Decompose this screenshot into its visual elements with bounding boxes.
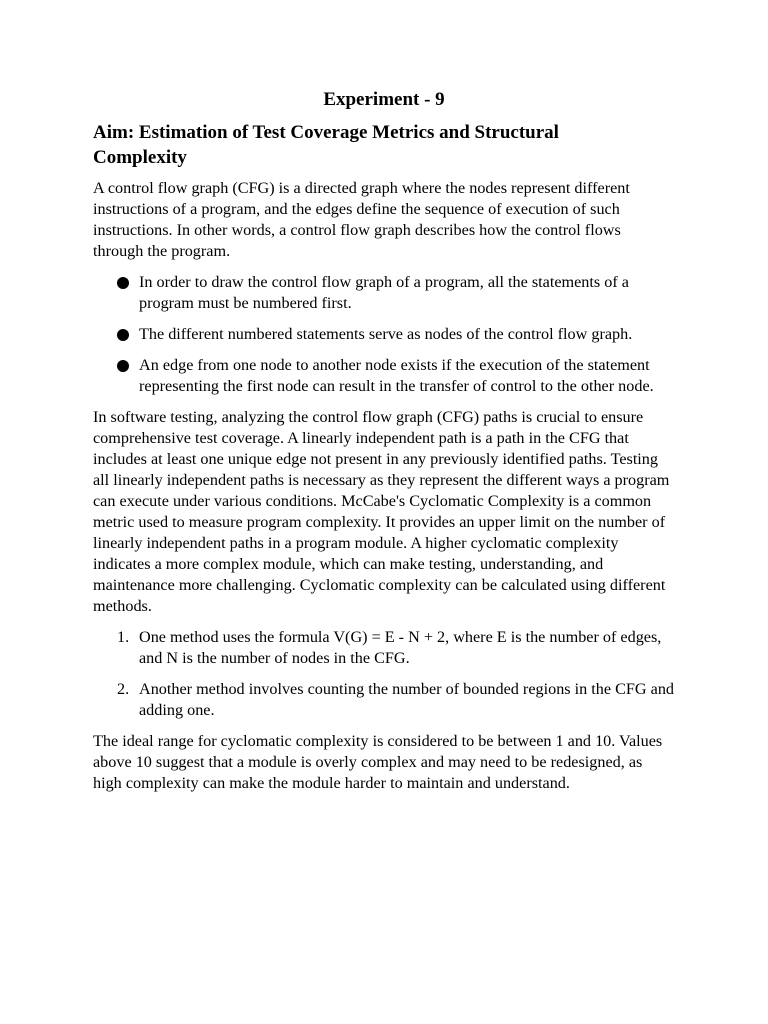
ideal-range-paragraph: The ideal range for cyclomatic complexity is considered to be between 1 and 10. Values above 10 suggest that a module is overly complex and may need to be redesigned, as high complexity can make the module harder to maintain and understand. <box>93 732 663 792</box>
list-item <box>93 324 675 345</box>
list-item <box>93 355 675 397</box>
method-text: Another method involves counting the number of bounded regions in the CFG and adding one. <box>139 680 675 719</box>
methods-numbered-list <box>93 627 675 721</box>
bullet-icon <box>117 329 129 341</box>
list-number: 2. <box>117 680 130 698</box>
bullet-icon <box>117 277 129 289</box>
method-text: One method uses the formula V(G) = E - N + 2, where E is the number of edges, and N is the number of nodes in the CFG. <box>139 628 662 667</box>
list-item <box>93 679 675 721</box>
cfg-bullet-list <box>93 272 675 397</box>
list-number: 1. <box>117 628 130 646</box>
list-item <box>93 627 675 669</box>
bullet-icon <box>117 360 129 372</box>
intro-paragraph: A control flow graph (CFG) is a directed graph where the nodes represent different instructions of a program, and the edges define the sequence of execution of such instructions. In other words, a control flow graph describes how the control flows through the program. <box>93 179 630 260</box>
aim-heading: Aim: Estimation of Test Coverage Metrics and Structural Complexity <box>93 122 559 168</box>
bullet-text: The different numbered statements serve as nodes of the control flow graph. <box>139 325 633 343</box>
document-title: Experiment - 9 <box>323 89 445 110</box>
cfg-paths-paragraph: In software testing, analyzing the control flow graph (CFG) paths is crucial to ensure comprehensive test coverage. A linearly independent path is a path in the CFG that includes at least one unique edge not present in any previously identified paths. Testing all linearly independent paths is necessary as they represent the different ways a program can execute under various conditions. McCabe's Cyclomatic Complexity is a common metric used to measure program complexity. It provides an upper limit on the number of linearly independent paths in a program module. A higher cyclomatic complexity indicates a more complex module, which can make testing, understanding, and maintenance more challenging. Cyclomatic complexity can be calculated using different methods. <box>93 408 670 615</box>
list-item <box>93 272 675 314</box>
bullet-text: An edge from one node to another node exists if the execution of the statement representing the first node can result in the transfer of control to the other node. <box>139 356 654 395</box>
bullet-text: In order to draw the control flow graph of a program, all the statements of a program must be numbered first. <box>139 273 629 312</box>
